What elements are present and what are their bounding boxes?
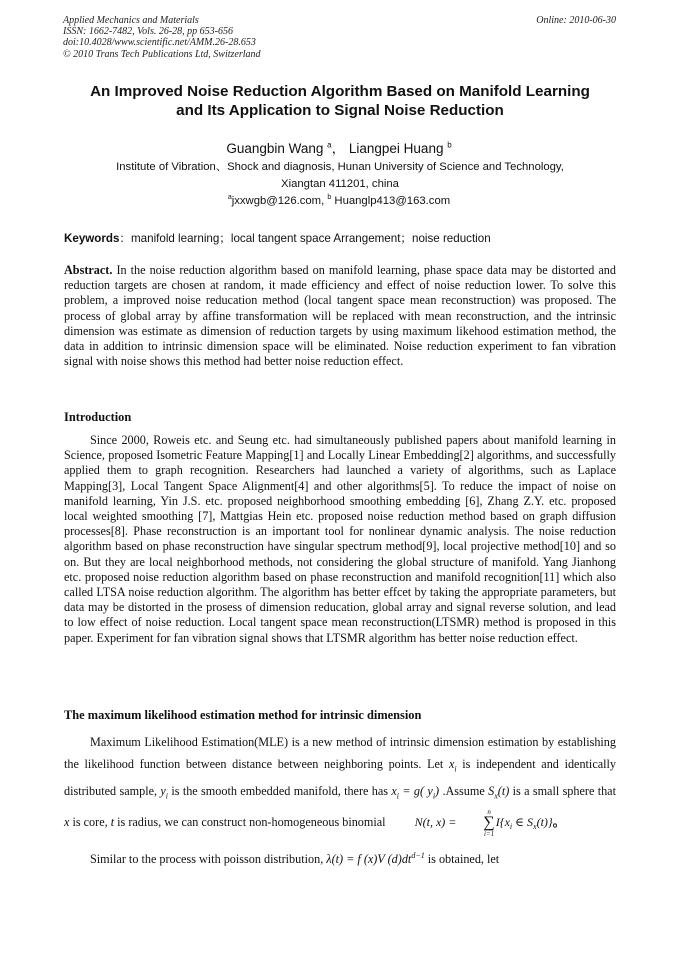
abstract xyxy=(64,263,616,369)
author-list xyxy=(0,137,678,157)
math-sub-i-2: i xyxy=(165,791,169,801)
eq-I-end: (t)} xyxy=(536,814,553,829)
math-S-t: (t) xyxy=(497,784,510,799)
eq-I: I{x xyxy=(495,814,510,829)
math-eq-x: x xyxy=(391,784,397,799)
math-S: S xyxy=(488,784,495,799)
copyright-line: © 2010 Trans Tech Publications Ltd, Switzerland xyxy=(63,48,261,60)
poisson-text-1: Similar to the process with poisson distribution, xyxy=(90,852,327,867)
eq-I-sub: i xyxy=(509,822,513,832)
math-xi xyxy=(448,757,457,774)
sum-operator xyxy=(457,808,494,838)
sum-top: n xyxy=(487,807,491,816)
paper-title xyxy=(40,82,640,120)
journal-header xyxy=(63,15,616,60)
math-x: x xyxy=(448,757,455,771)
keywords xyxy=(64,230,616,246)
sum-bottom: i=1 xyxy=(483,829,495,838)
introduction-paragraph: Since 2000, Roweis etc. and Seung etc. had simultaneously published papers about manifold learning in Science, proposed Isometric Feature Mapping[1] and Locally Linear Embedding[2] algorithms, and successfully applied them to graph recognition. Researchers had launched a variety of algorithms, such as Laplace Mapping[3], Local Tangent Space Alignment[4] and other algorithms[5]. To reduce the impact of noise on manifold learning, Yin J.S. etc. proposed neighborhood smoothing embedding [6], Zhang Z.Y. etc. proposed local weighted smoothing [7], Mattgias Hein etc. proposed noise reduction method based on graph diffusion processes[8]. Phase reconstruction is an important tool for nonlinear dynamic analysis. The noise reduction algorithm based on phase reconstruction have singular spectrum method[9], local projective method[10] and so on. But they are local neighborhood methods, not considering the global structure of manifold. Yang Jianhong etc. proposed noise reduction algorithm based on phase reconstruction and manifold recognition[11] which also called LTSA noise reduction algorithm. The algorithm has better effcet by taking the appropriate parameters, but data may be distorted in the prosess of dimension reducation, global array and signal reverse solution, and lead to low effect of noise reduction. Local tangent space mean reconstruction(LTSMR) method is proposed in this paper. Experiment for fan vibration signal shows that LTSMR algorithm has better noise reduction effect. xyxy=(64,433,616,645)
binomial-equation xyxy=(389,808,553,838)
abstract-label: Abstract. xyxy=(64,263,113,277)
math-sphere xyxy=(488,784,510,801)
online-date: Online: 2010-06-30 xyxy=(536,15,616,26)
mle-text-4: .Assume xyxy=(439,784,489,799)
introduction-heading: Introduction xyxy=(64,410,132,424)
title-line-2: and Its Application to Signal Noise Reduction xyxy=(176,102,504,119)
affiliation-line-2: Xiangtan 411201, china xyxy=(281,178,399,190)
affiliation xyxy=(40,159,640,193)
poisson-text-2: is obtained, let xyxy=(424,852,500,867)
author-separator: ， xyxy=(331,141,346,156)
journal-name: Applied Mechanics and Materials xyxy=(63,15,199,26)
author-2: Liangpei Huang xyxy=(348,141,444,156)
abstract-text: In the noise reduction algorithm based on manifold learning, phase space data may be distorted and reduction targets are chosen at random, it made efficiency and effect of noise reduction lower. To solve this problem, a improved noise reducation method (local tangent space mean reconstruction) was proposed. The process of global array by affine transformation will be replaced with mean reconstruction, and the intrinsic dimension was estimate as dimension of reduction targets by using maximum likehood estimation method, the data in addition to intrinsic dimension space will be eliminated. Noise reduction experiment to fan vibration signal with noise shows this method had better noise reduction effect. xyxy=(64,263,616,369)
email-sup-a: a xyxy=(227,194,232,201)
math-t-radius: t xyxy=(110,814,115,829)
mle-end-mark: 。 xyxy=(552,814,565,829)
mle-text-1: Maximum Likelihood Estimation(MLE) is a new method of intrinsic dimension estimation by establishing the likelihood function between distance between neighboring points. Let xyxy=(64,735,616,771)
sum-sigma: ∑ xyxy=(483,813,495,831)
mle-heading: The maximum likelihood estimation method for intrinsic dimension xyxy=(64,708,422,722)
mle-text-3: is the smooth embedded manifold, there has xyxy=(168,784,392,799)
math-eq-sub-1: i xyxy=(396,791,400,801)
title-line-1: An Improved Noise Reduction Algorithm Based on Manifold Learning xyxy=(90,83,590,100)
poisson-paragraph xyxy=(90,848,616,867)
mle-text-5: is a small sphere that xyxy=(509,784,616,799)
mle-text-7: is radius, we can construct non-homogeneous binomial xyxy=(114,814,389,829)
mle-text-6: is core, xyxy=(69,814,111,829)
eq-S-sub: x xyxy=(533,822,537,832)
poisson-equation xyxy=(326,852,424,866)
doi-line: doi:10.4028/www.scientific.net/AMM.26-28.653 xyxy=(63,37,256,49)
issn-line: ISSN: 1662-7482, Vols. 26-28, pp 653-656 xyxy=(63,26,233,38)
author-1-sup: a xyxy=(327,140,332,150)
math-eq-sub-2: i xyxy=(432,791,436,801)
math-eq-xg xyxy=(391,784,440,801)
math-y: y xyxy=(160,784,166,799)
email-a: jxxwgb@126.com, xyxy=(231,194,328,207)
math-x-core: x xyxy=(64,814,70,829)
poisson-eq-body: λ(t) = f (x)V (d)dt xyxy=(326,852,412,867)
keywords-text: ：manifold learning；local tangent space Arrangement；noise reduction xyxy=(119,232,491,245)
keywords-label: Keywords xyxy=(64,232,120,245)
mle-text-2: is independent and identically distributed sample, xyxy=(64,757,617,799)
email-b: Huanglp413@163.com xyxy=(331,194,451,207)
poisson-eq-sup: d−1 xyxy=(411,851,425,860)
math-eq-close: ) xyxy=(435,784,440,799)
author-2-sup: b xyxy=(447,140,452,150)
math-S-sub: x xyxy=(494,791,498,801)
eq-I-in: ∈ S xyxy=(512,814,534,829)
author-emails xyxy=(0,194,678,207)
math-eq-g: = g( y xyxy=(399,784,433,799)
math-yi xyxy=(160,784,169,801)
mle-paragraph xyxy=(64,731,616,838)
author-1: Guangbin Wang xyxy=(226,141,324,156)
affiliation-line-1: Institute of Vibration、Shock and diagnosis, Hunan University of Science and Technology, xyxy=(116,161,564,173)
math-sub-i: i xyxy=(454,764,457,774)
eq-N: N(t, x) = xyxy=(414,814,457,829)
email-sup-b: b xyxy=(327,194,332,201)
